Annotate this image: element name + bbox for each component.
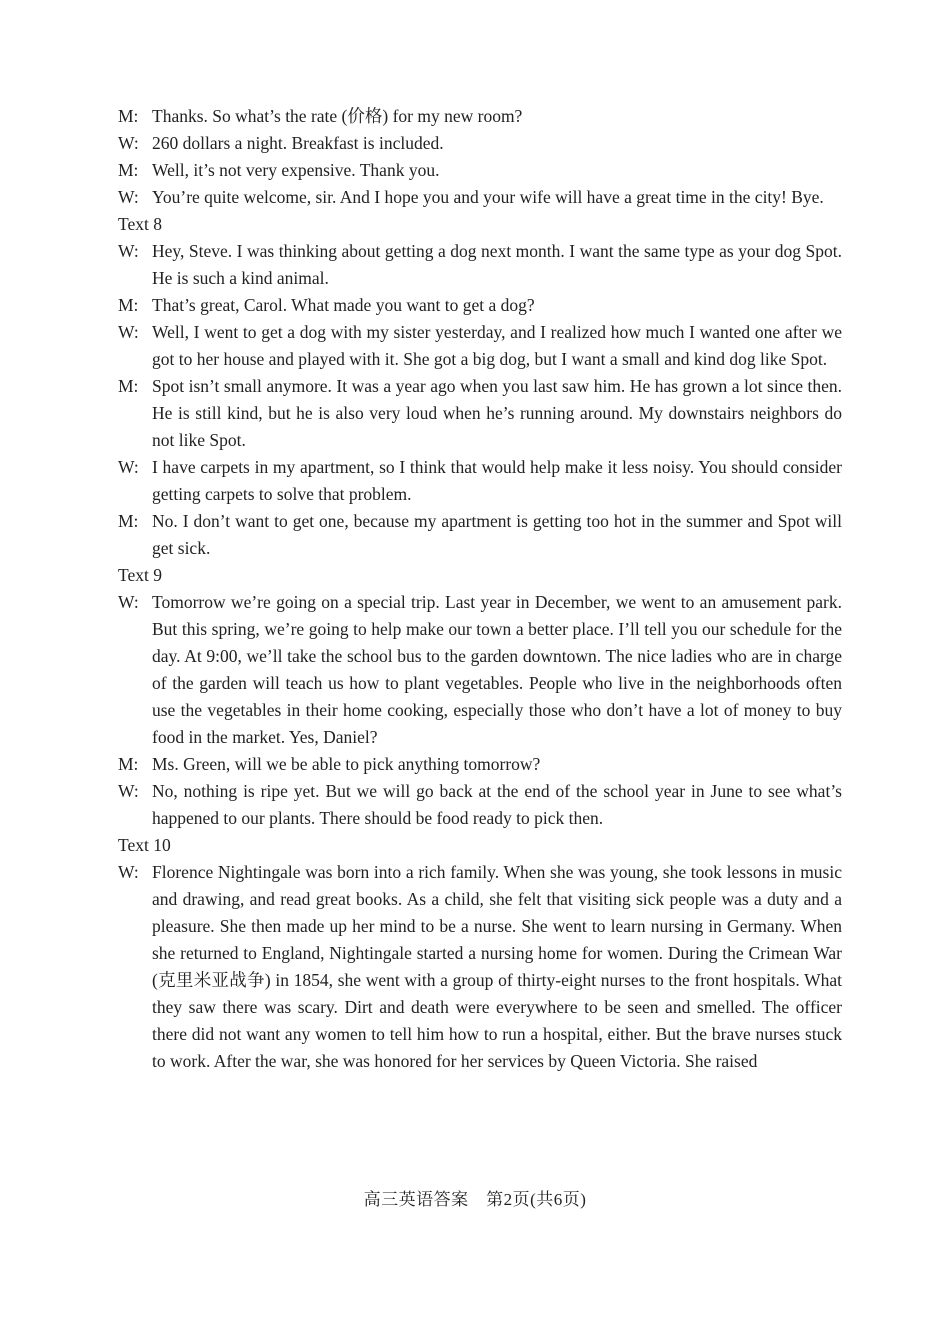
speaker-label: W: — [118, 781, 139, 801]
speaker-label: W: — [118, 187, 139, 207]
dialogue-line — [118, 157, 842, 184]
speaker-label: M: — [118, 106, 139, 126]
dialogue-text: You’re quite welcome, sir. And I hope you and your wife will have a great time in the city! Bye. — [152, 187, 824, 207]
speaker-label: W: — [118, 133, 139, 153]
dialogue-text: 260 dollars a night. Breakfast is included. — [152, 133, 444, 153]
dialogue-line — [118, 508, 842, 562]
speaker-label: W: — [118, 457, 139, 477]
speaker-label: M: — [118, 160, 139, 180]
dialogue-text: Florence Nightingale was born into a rich family. When she was young, she took lessons in music and drawing, and read great books. As a child, she felt that visiting sick people was a duty and a pleasure. She then made up her mind to be a nurse. She went to learn nursing in Germany. When she returned to England, Nightingale started a nursing home for women. During the Crimean War (克里米亚战争) in 1854, she went with a group of thirty-eight nurses to the front hospitals. What they saw there was scary. Dirt and death were everywhere to be seen and smelled. The officer there did not want any women to tell him how to run a hospital, either. But the brave nurses stuck to work. After the war, she was honored for her services by Queen Victoria. She raised — [152, 862, 842, 1071]
dialogue-line — [118, 319, 842, 373]
speaker-label: W: — [118, 322, 139, 342]
speaker-label: M: — [118, 295, 139, 315]
speaker-label: W: — [118, 862, 139, 882]
dialogue-text: No, nothing is ripe yet. But we will go back at the end of the school year in June to see what’s happened to our plants. There should be food ready to pick then. — [152, 781, 842, 828]
dialogue-text: Well, I went to get a dog with my sister yesterday, and I realized how much I wanted one after we got to her house and played with it. She got a big dog, but I want a small and kind dog like Spot. — [152, 322, 842, 369]
dialogue-text: Ms. Green, will we be able to pick anything tomorrow? — [152, 754, 541, 774]
dialogue-text: Spot isn’t small anymore. It was a year ago when you last saw him. He has grown a lot since then. He is still kind, but he is also very loud when he’s running around. My downstairs neighbors do not like Spot. — [152, 376, 842, 450]
dialogue-line — [118, 184, 842, 211]
dialogue-line — [118, 238, 842, 292]
speaker-label: M: — [118, 511, 139, 531]
dialogue-line — [118, 130, 842, 157]
speaker-label: M: — [118, 376, 139, 396]
dialogue-line — [118, 859, 842, 1075]
dialogue-line — [118, 751, 842, 778]
speaker-label: W: — [118, 241, 139, 261]
speaker-label: W: — [118, 592, 139, 612]
dialogue-line — [118, 292, 842, 319]
dialogue-line — [118, 103, 842, 130]
dialogue-text: Tomorrow we’re going on a special trip. Last year in December, we went to an amusement park. But this spring, we’re going to help make our town a better place. I’ll tell you our schedule for the day. At 9:00, we’ll take the school bus to the garden downtown. The nice ladies who are in charge of the garden will teach us how to plant vegetables. People who live in the neighborhoods often use the vegetables in their home cooking, especially those who don’t have a lot of money to buy food in the market. Yes, Daniel? — [152, 592, 842, 747]
dialogue-line — [118, 778, 842, 832]
section-heading: Text 10 — [118, 835, 171, 855]
dialogue-line — [118, 589, 842, 751]
speaker-label: M: — [118, 754, 139, 774]
dialogue-line — [118, 373, 842, 454]
dialogue-text: I have carpets in my apartment, so I think that would help make it less noisy. You should consider getting carpets to solve that problem. — [152, 457, 842, 504]
section-heading: Text 8 — [118, 214, 162, 234]
dialogue-text: Thanks. So what’s the rate (价格) for my new room? — [152, 106, 523, 126]
dialogue-text: Well, it’s not very expensive. Thank you. — [152, 160, 440, 180]
dialogue-text: Hey, Steve. I was thinking about getting a dog next month. I want the same type as your dog Spot. He is such a kind animal. — [152, 241, 842, 288]
dialogue-text: No. I don’t want to get one, because my apartment is getting too hot in the summer and Spot will get sick. — [152, 511, 842, 558]
listening-transcript — [118, 103, 842, 1075]
dialogue-text: That’s great, Carol. What made you want to get a dog? — [152, 295, 535, 315]
dialogue-line — [118, 454, 842, 508]
page-footer: 高三英语答案 第2页(共6页) — [363, 1190, 587, 1209]
section-heading: Text 9 — [118, 565, 162, 585]
